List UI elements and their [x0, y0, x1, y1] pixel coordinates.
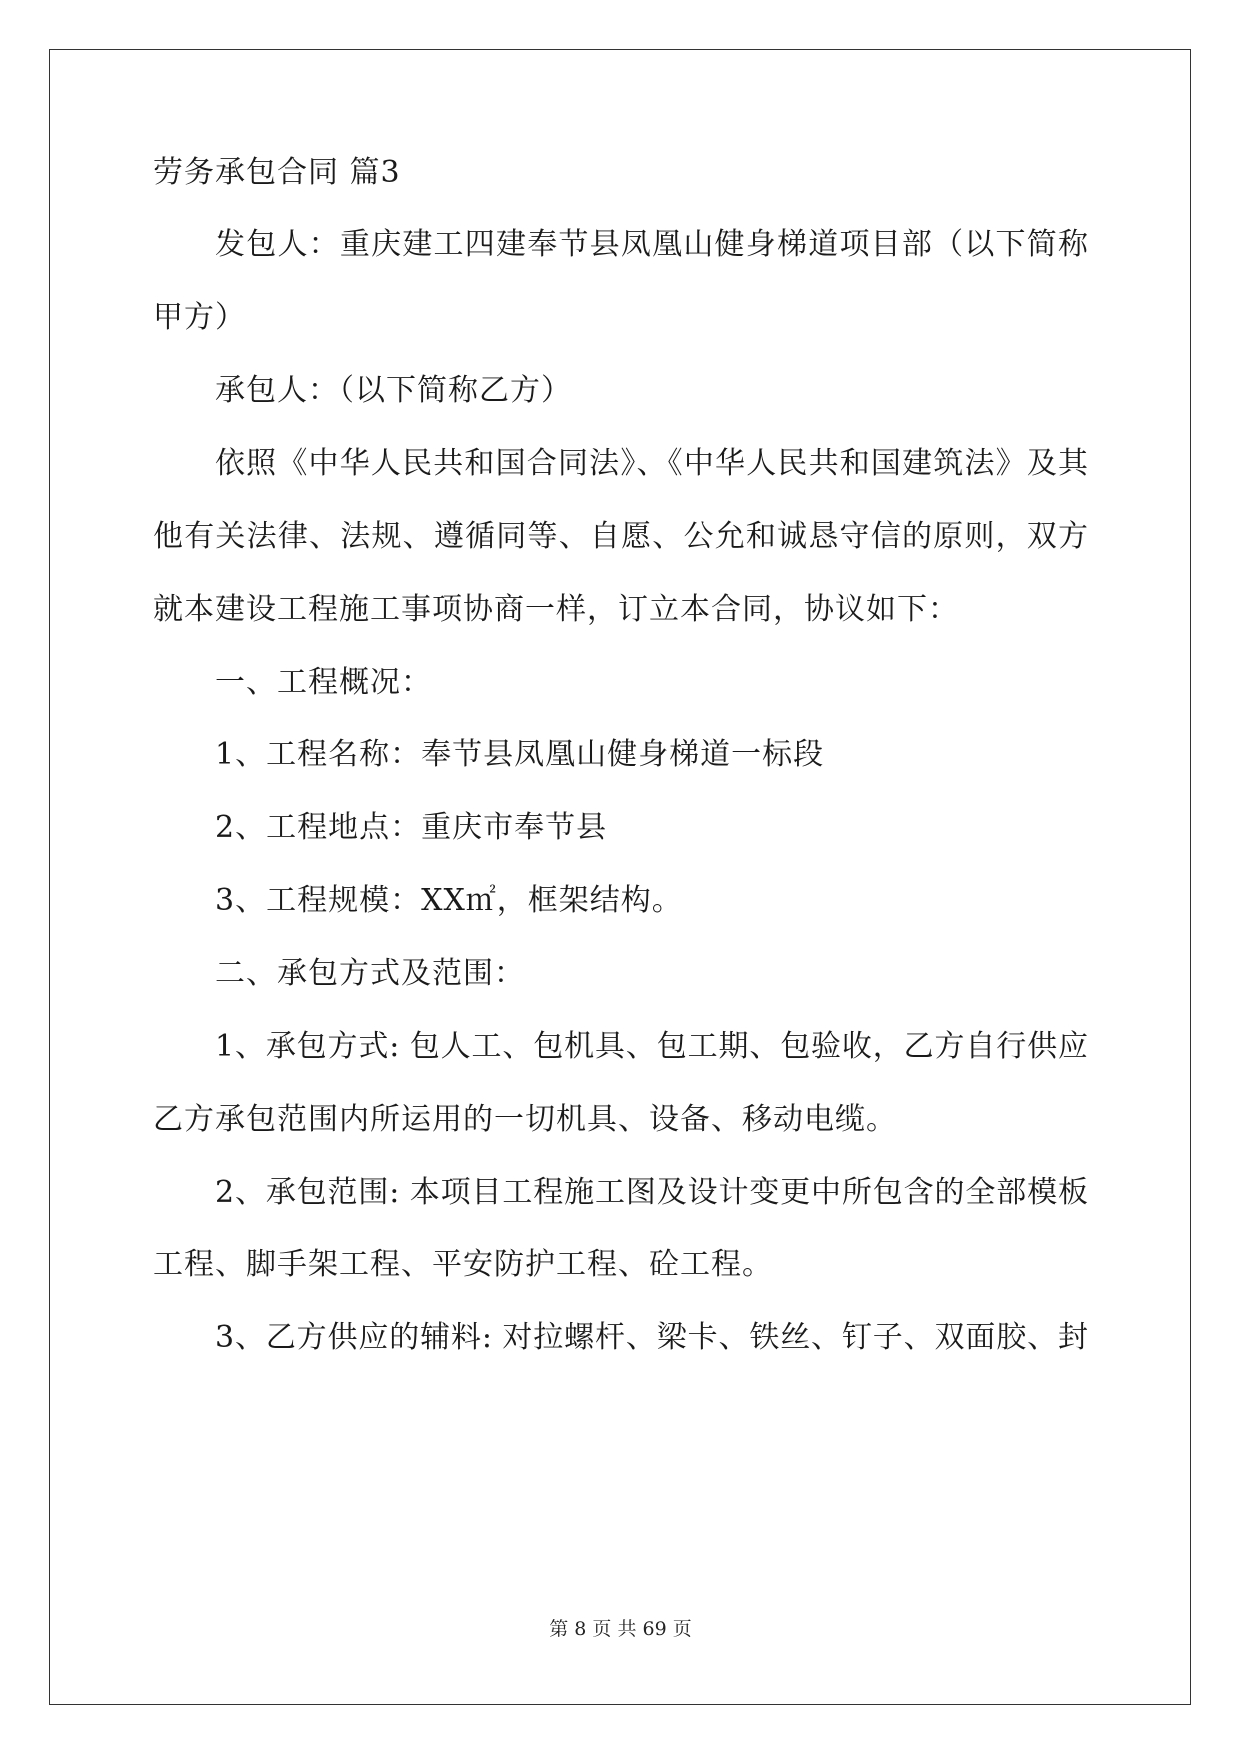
page-number: 第 8 页 共 69 页	[549, 1618, 692, 1640]
paragraph-line: 2、工程地点：重庆市奉节县	[215, 810, 608, 845]
paragraph-line: 1、工程名称：奉节县凤凰山健身梯道一标段	[215, 737, 825, 772]
paragraph-line: 依照《中华人民共和国合同法》、《中华人民共和国建筑法》及其	[215, 446, 1088, 481]
paragraph-line: 发包人：重庆建工四建奉节县凤凰山健身梯道项目部（以下简称	[215, 227, 1088, 262]
section-heading: 一、工程概况：	[215, 665, 432, 700]
document-heading: 劳务承包合同 篇3	[153, 155, 401, 190]
paragraph-line: 1、承包方式: 包人工、包机具、包工期、包验收，乙方自行供应	[215, 1029, 1088, 1064]
paragraph-line: 他有关法律、法规、遵循同等、自愿、公允和诚恳守信的原则，双方	[153, 519, 1088, 554]
paragraph-line: 3、乙方供应的辅料: 对拉螺杆、梁卡、铁丝、钉子、双面胶、封	[215, 1320, 1088, 1355]
paragraph-line: 工程、脚手架工程、平安防护工程、砼工程。	[153, 1247, 773, 1282]
paragraph-line: 承包人：（以下简称乙方）	[215, 373, 572, 408]
paragraph-line: 甲方）	[153, 300, 246, 335]
paragraph-line: 乙方承包范围内所运用的一切机具、设备、移动电缆。	[153, 1102, 897, 1137]
paragraph-line: 2、承包范围: 本项目工程施工图及设计变更中所包含的全部模板	[215, 1175, 1088, 1210]
paragraph-line: 就本建设工程施工事项协商一样，订立本合同，协议如下：	[153, 592, 959, 627]
section-heading: 二、承包方式及范围：	[215, 956, 525, 991]
paragraph-line: 3、工程规模：XX㎡，框架结构。	[215, 883, 683, 918]
